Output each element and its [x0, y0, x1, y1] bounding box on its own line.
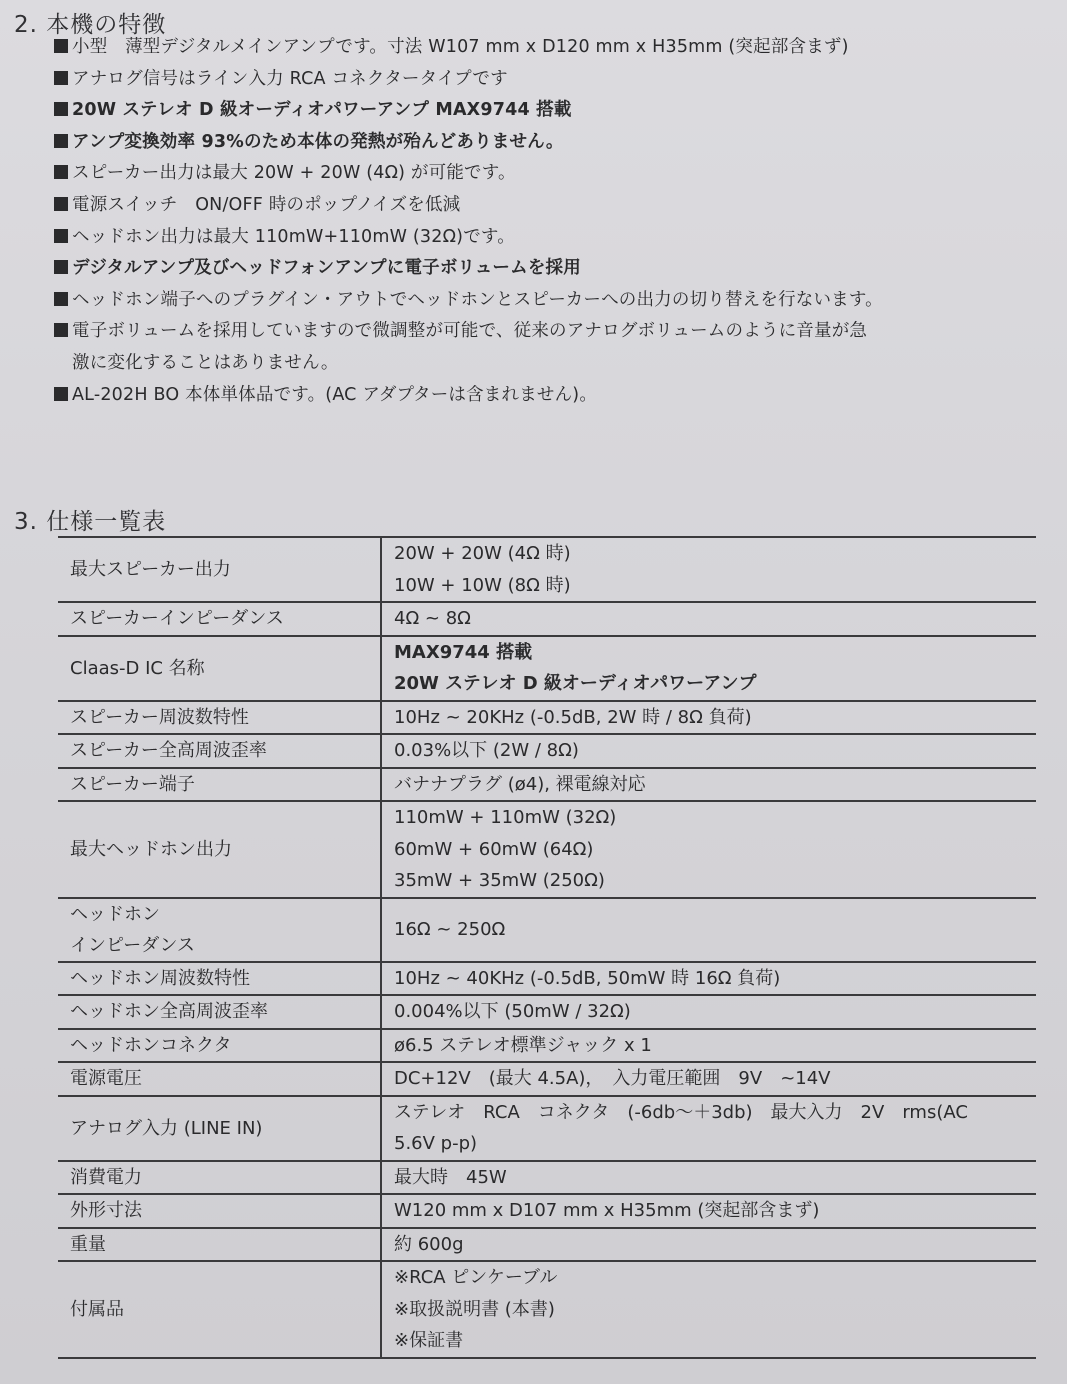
feature-item [54, 316, 1059, 348]
spec-key [58, 1062, 381, 1096]
spec-value-text: 20W ステレオ D 級オーディオパワーアンプ [394, 673, 757, 694]
feature-item [54, 32, 1059, 64]
spec-key [58, 701, 381, 735]
spec-value [381, 768, 1036, 802]
feature-text: ヘッドホン端子へのプラグイン・アウトでヘッドホンとスピーカーへの出力の切り替えを行ないます。 [72, 289, 883, 310]
spec-row [58, 962, 1036, 996]
square-bullet-icon [54, 292, 68, 306]
spec-value [381, 1062, 1036, 1096]
spec-value-text: 0.004%以下 (50mW / 32Ω) [394, 1001, 631, 1022]
spec-key-text: ヘッドホンコネクタ [70, 1034, 232, 1056]
spec-key-text: スピーカー端子 [70, 773, 195, 795]
spec-row [58, 734, 1036, 768]
feature-text: ヘッドホン出力は最大 110mW+110mW (32Ω)です。 [72, 226, 515, 247]
square-bullet-icon [54, 71, 68, 85]
spec-value [381, 537, 1036, 602]
spec-value [381, 1228, 1036, 1262]
spec-value-text: 最大時 45W [394, 1166, 507, 1188]
spec-key [58, 1096, 381, 1161]
spec-key [58, 1261, 381, 1358]
feature-item [54, 253, 1059, 285]
feature-item [54, 380, 1059, 412]
feature-text: AL-202H BO 本体単体品です。(AC アダプターは含まれません)。 [72, 384, 598, 405]
spec-value-text: ※RCA ピンケーブル [394, 1267, 558, 1288]
spec-value-text: 10Hz ~ 20KHz (-0.5dB, 2W 時 / 8Ω 負荷) [394, 706, 752, 728]
spec-value-text: MAX9744 搭載 [394, 641, 533, 663]
spec-value [381, 962, 1036, 996]
feature-item [54, 95, 1059, 127]
feature-text: デジタルアンプ及びヘッドフォンアンプに電子ボリュームを採用 [72, 258, 581, 279]
feature-item [54, 127, 1059, 159]
spec-value-text: DC+12V (最大 4.5A)， 入力電圧範囲 9V ~14V [394, 1068, 831, 1089]
feature-text: アナログ信号はライン入力 RCA コネクタータイプです [72, 68, 508, 89]
spec-value-text: バナナプラグ (ø4), 裸電線対応 [394, 773, 646, 795]
spec-value [381, 801, 1036, 898]
spec-value-text: 5.6V p-p) [394, 1133, 478, 1154]
feature-item [54, 285, 1059, 317]
spec-key-text: スピーカー周波数特性 [70, 706, 249, 728]
spec-key [58, 1194, 381, 1228]
spec-key [58, 995, 381, 1029]
spec-key-text: 消費電力 [70, 1166, 142, 1188]
spec-row [58, 537, 1036, 602]
spec-value-text: ※保証書 [394, 1330, 464, 1351]
spec-row [58, 768, 1036, 802]
spec-value [381, 602, 1036, 636]
spec-key-text: スピーカー全高周波歪率 [70, 740, 267, 762]
spec-value-text: 0.03%以下 (2W / 8Ω) [394, 740, 579, 761]
spec-row [58, 1161, 1036, 1195]
spec-key [58, 898, 381, 962]
spec-value-text: 35mW + 35mW (250Ω) [394, 870, 605, 891]
spec-value-text: 4Ω ~ 8Ω [394, 608, 471, 629]
spec-key-text: 最大ヘッドホン出力 [70, 838, 232, 860]
feature-text: スピーカー出力は最大 20W + 20W (4Ω) が可能です。 [72, 163, 516, 184]
spec-value-text: 約 600g [394, 1233, 464, 1255]
feature-text: 電子ボリュームを採用していますので微調整が可能で、従来のアナログボリュームのように音量が急 [72, 321, 868, 342]
spec-key-text: ヘッドホン周波数特性 [70, 967, 250, 989]
spec-key-text: ヘッドホン全高周波歪率 [70, 1001, 268, 1023]
feature-item [54, 222, 1059, 254]
spec-key-text: アナログ入力 (LINE IN) [70, 1117, 263, 1139]
feature-text: アンプ変換効率 93%のため本体の発熱が殆んどありません。 [72, 131, 564, 152]
spec-key [58, 636, 381, 701]
spec-value-text: 60mW + 60mW (64Ω) [394, 838, 594, 860]
spec-table [58, 536, 1036, 1359]
feature-text: 電源スイッチ ON/OFF 時のポップノイズを低減 [72, 194, 461, 215]
spec-row [58, 1261, 1036, 1358]
spec-key-text: 最大スピーカー出力 [70, 559, 231, 580]
spec-key [58, 1228, 381, 1262]
spec-row [58, 1029, 1036, 1063]
spec-value-text: 10W + 10W (8Ω 時) [394, 574, 571, 596]
spec-value [381, 734, 1036, 768]
spec-value-text: 110mW + 110mW (32Ω) [394, 807, 617, 828]
spec-value [381, 1096, 1036, 1161]
spec-key [58, 734, 381, 768]
square-bullet-icon [54, 229, 68, 243]
feature-item [54, 348, 1059, 380]
square-bullet-icon [54, 387, 68, 401]
spec-row [58, 1228, 1036, 1262]
feature-text: 20W ステレオ D 級オーディオパワーアンプ MAX9744 搭載 [72, 100, 572, 121]
spec-key-text: インピーダンス [70, 934, 195, 956]
spec-row [58, 995, 1036, 1029]
spec-value [381, 1029, 1036, 1063]
spec-key [58, 1161, 381, 1195]
spec-row [58, 898, 1036, 962]
feature-item [54, 190, 1059, 222]
spec-row [58, 1062, 1036, 1096]
spec-key [58, 801, 381, 898]
spec-row [58, 701, 1036, 735]
spec-row [58, 1096, 1036, 1161]
spec-key-text: 外形寸法 [70, 1200, 142, 1222]
spec-key [58, 962, 381, 996]
spec-key-text: 電源電圧 [70, 1068, 142, 1090]
spec-row [58, 801, 1036, 898]
spec-row [58, 636, 1036, 701]
square-bullet-icon [54, 323, 68, 337]
square-bullet-icon [54, 197, 68, 211]
spec-key [58, 768, 381, 802]
spec-value [381, 1261, 1036, 1358]
spec-value-text: W120 mm x D107 mm x H35mm (突起部含まず) [394, 1200, 820, 1221]
spec-value-text: ø6.5 ステレオ標準ジャック x 1 [394, 1034, 652, 1056]
feature-text: 小型 薄型デジタルメインアンプです。寸法 W107 mm x D120 mm x H35mm (突起部含まず) [72, 37, 849, 57]
feature-text: 激に変化することはありません。 [72, 352, 339, 373]
square-bullet-icon [54, 102, 68, 116]
spec-key-text: スピーカーインピーダンス [70, 608, 284, 630]
spec-row [58, 602, 1036, 636]
spec-value-text: 10Hz ~ 40KHz (-0.5dB, 50mW 時 16Ω 負荷) [394, 967, 781, 989]
spec-key [58, 537, 381, 602]
spec-value-text: ※取扱説明書 (本書) [394, 1298, 555, 1320]
spec-value [381, 636, 1036, 701]
spec-value-text: ステレオ RCA コネクタ (-6db～＋3db) 最大入力 2V rms(AC [394, 1101, 968, 1123]
spec-value [381, 1161, 1036, 1195]
square-bullet-icon [54, 39, 68, 53]
feature-item [54, 64, 1059, 96]
square-bullet-icon [54, 134, 68, 148]
spec-value [381, 1194, 1036, 1228]
spec-key [58, 602, 381, 636]
feature-item [54, 158, 1059, 190]
spec-key-text: 重量 [70, 1233, 106, 1255]
spec-value [381, 898, 1036, 962]
spec-value [381, 701, 1036, 735]
spec-heading: 3. 仕様一覧表 [14, 509, 167, 535]
square-bullet-icon [54, 165, 68, 179]
spec-key-text: 付属品 [70, 1298, 124, 1320]
spec-value-text: 20W + 20W (4Ω 時) [394, 543, 571, 564]
spec-value-text: 16Ω ~ 250Ω [394, 918, 506, 940]
features-list [54, 32, 1059, 411]
square-bullet-icon [54, 260, 68, 274]
spec-key-text: Claas-D IC 名称 [70, 657, 205, 679]
spec-value [381, 995, 1036, 1029]
spec-key [58, 1029, 381, 1063]
spec-key-text: ヘッドホン [70, 903, 160, 925]
spec-row [58, 1194, 1036, 1228]
features-heading: 2. 本機の特徴 [14, 12, 167, 38]
